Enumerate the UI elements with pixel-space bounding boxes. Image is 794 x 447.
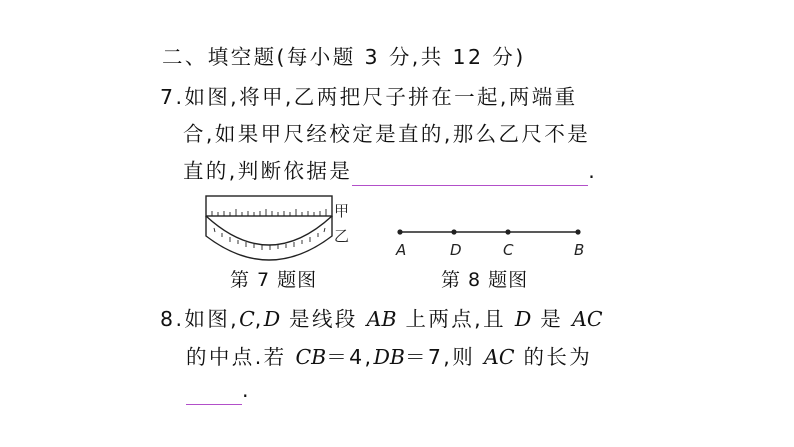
point-a bbox=[397, 229, 402, 234]
label-jia: 甲 bbox=[334, 202, 350, 220]
label-a: A bbox=[396, 241, 407, 259]
q8-text: 上两点,且 bbox=[396, 307, 515, 331]
figure-7-caption: 第 7 题图 bbox=[230, 269, 318, 291]
q8-line-1 bbox=[160, 302, 603, 332]
q8-line-2 bbox=[186, 340, 592, 370]
point-c bbox=[505, 229, 510, 234]
q8-line-3-period: . bbox=[242, 378, 251, 402]
point-d bbox=[451, 229, 456, 234]
q8-var-ac: AC bbox=[572, 307, 603, 331]
q8-text: 是线段 bbox=[280, 307, 367, 331]
q8-text: ＝7,则 bbox=[404, 345, 485, 369]
q8-var-d: D bbox=[514, 307, 532, 331]
ruler-jia bbox=[206, 196, 332, 216]
figure-8-segment bbox=[388, 218, 588, 260]
q8-text: 的中点.若 bbox=[186, 345, 296, 369]
q8-text: ＝4, bbox=[326, 345, 374, 369]
q8-line-3 bbox=[186, 378, 251, 405]
q8-text: 是 bbox=[531, 307, 573, 331]
q8-answer-blank[interactable] bbox=[186, 380, 242, 405]
label-d: D bbox=[450, 241, 462, 259]
label-c: C bbox=[503, 241, 514, 259]
q8-var-c: C bbox=[239, 307, 255, 331]
point-b bbox=[575, 229, 580, 234]
q8-var-db: DB bbox=[373, 345, 405, 369]
figure-8-caption: 第 8 题图 bbox=[441, 269, 529, 291]
q8-var-cb: CB bbox=[295, 345, 327, 369]
section-title: 二、填空题(每小题 3 分,共 12 分) bbox=[162, 45, 526, 69]
figure-7-rulers bbox=[200, 192, 360, 272]
q8-var-ac: AC bbox=[484, 345, 515, 369]
q8-text: , bbox=[254, 307, 264, 331]
q8-text: 的长为 bbox=[514, 345, 593, 369]
ruler-yi bbox=[206, 216, 332, 245]
q8-var-d: D bbox=[263, 307, 281, 331]
label-b: B bbox=[574, 241, 585, 259]
q8-text: 8.如图, bbox=[160, 307, 240, 331]
q7-line-3-period: . bbox=[588, 159, 598, 183]
q8-var-ab: AB bbox=[366, 307, 397, 331]
q7-line-2: 合,如果甲尺经校定是直的,那么乙尺不是 bbox=[183, 122, 591, 146]
label-yi: 乙 bbox=[334, 227, 350, 245]
q7-line-3 bbox=[183, 154, 597, 186]
q7-line-3-text: 直的,判断依据是 bbox=[183, 159, 353, 183]
q7-answer-blank[interactable] bbox=[352, 161, 588, 186]
q7-line-1: 7.如图,将甲,乙两把尺子拼在一起,两端重 bbox=[160, 85, 578, 109]
